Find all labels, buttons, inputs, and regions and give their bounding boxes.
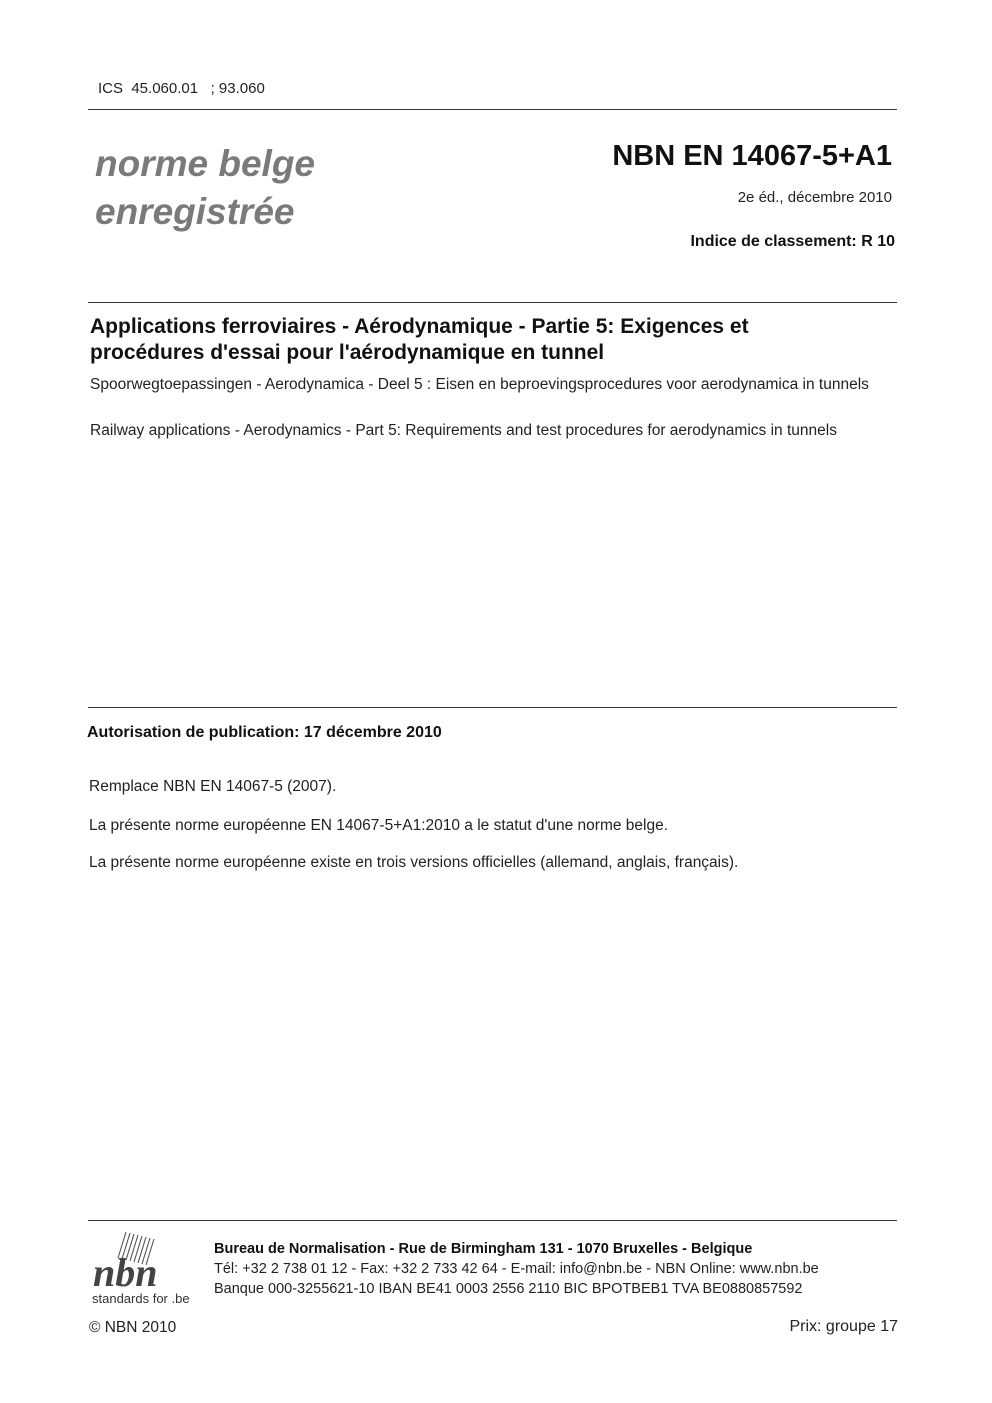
footer-contact: Tél: +32 2 738 01 12 - Fax: +32 2 733 42 64 - E-mail: info@nbn.be - NBN Online: www.nbn.be (214, 1261, 819, 1277)
title-dutch: Spoorwegtoepassingen - Aerodynamica - Deel 5 : Eisen en beproevingsprocedures voor aerodynamica in tunnels (90, 376, 869, 393)
logo-tagline: standards for .be (92, 1291, 190, 1306)
standard-number: NBN EN 14067-5+A1 (612, 140, 892, 172)
footer-address: Bureau de Normalisation - Rue de Birmingham 131 - 1070 Bruxelles - Belgique (214, 1241, 753, 1257)
brand-line-1: norme belge (95, 143, 315, 184)
note-versions: La présente norme européenne existe en trois versions officielles (allemand, anglais, français). (89, 854, 739, 871)
brand-title (95, 140, 315, 236)
ics-codes: ICS 45.060.01 ; 93.060 (98, 80, 265, 97)
title-english: Railway applications - Aerodynamics - Part 5: Requirements and test procedures for aerodynamics in tunnels (90, 422, 837, 439)
title-french-line-2: procédures d'essai pour l'aérodynamique en tunnel (90, 341, 605, 364)
copyright: © NBN 2010 (89, 1319, 177, 1336)
brand-line-2: enregistrée (95, 191, 295, 232)
title-french-line-1: Applications ferroviaires - Aérodynamique - Partie 5: Exigences et (90, 315, 749, 338)
note-status: La présente norme européenne EN 14067-5+A1:2010 a le statut d'une norme belge. (89, 817, 669, 834)
footer-bank: Banque 000-3255621-10 IBAN BE41 0003 2556 2110 BIC BPOTBEB1 TVA BE0880857592 (214, 1281, 803, 1297)
edition-date: 2e éd., décembre 2010 (737, 189, 892, 206)
note-replaces: Remplace NBN EN 14067-5 (2007). (89, 778, 337, 795)
title-french (90, 314, 880, 366)
nbn-logo (90, 1228, 202, 1306)
footer-rule (88, 1220, 897, 1221)
publication-authorisation: Autorisation de publication: 17 décembre 2010 (87, 724, 442, 741)
classification-index: Indice de classement: R 10 (690, 233, 895, 250)
price-group: Prix: groupe 17 (789, 1318, 898, 1335)
logo-wordmark: nbn (93, 1250, 158, 1295)
title-rule (88, 302, 897, 303)
header-rule (88, 109, 897, 110)
publication-rule (88, 707, 897, 708)
